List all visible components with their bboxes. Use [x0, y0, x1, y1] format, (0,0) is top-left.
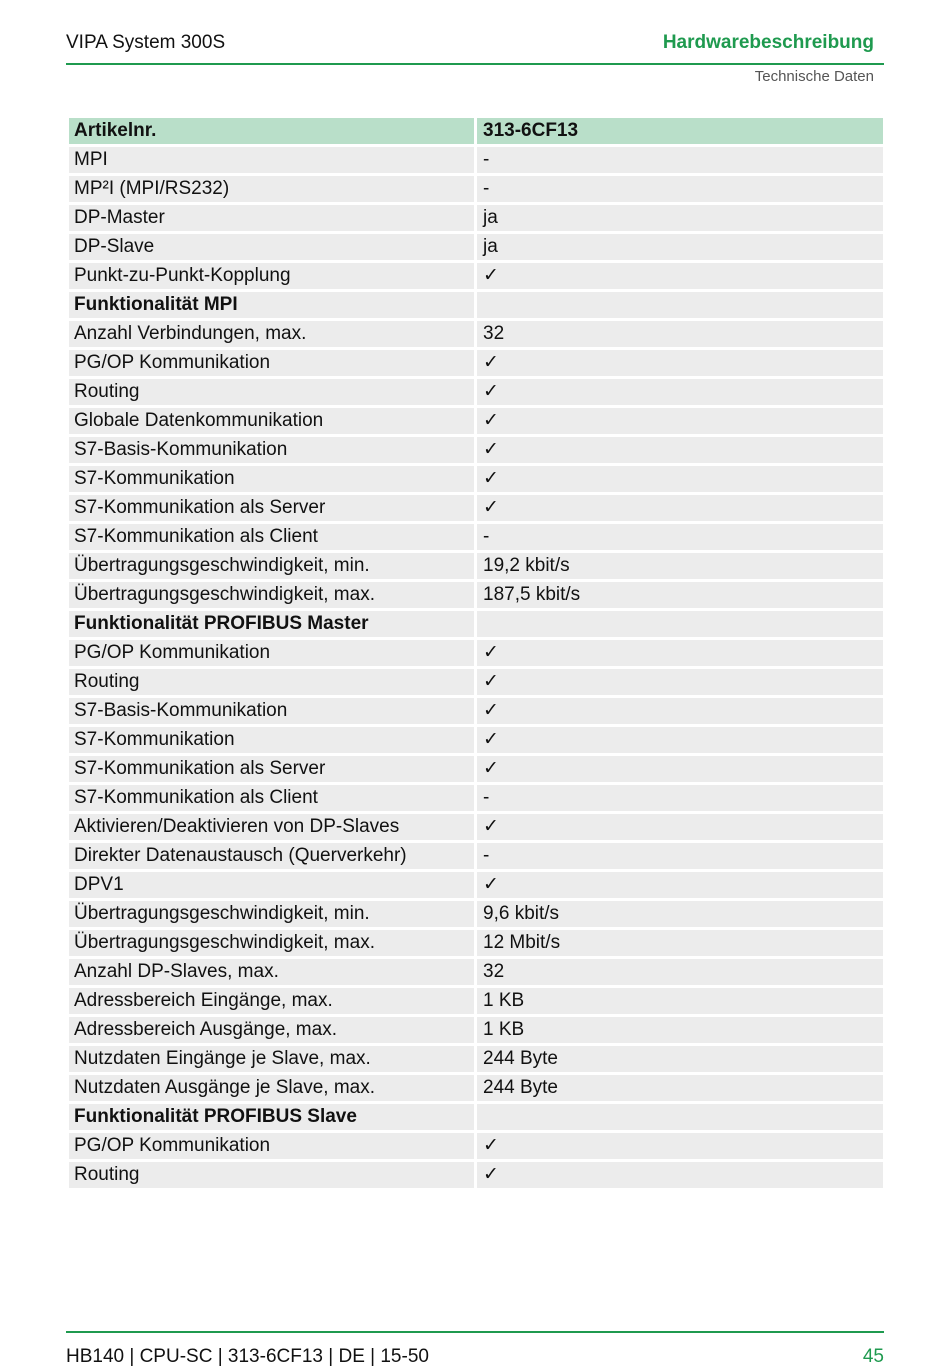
row-label: DP-Master [69, 205, 474, 231]
row-value: - [477, 147, 883, 173]
row-label: S7-Kommunikation als Server [69, 495, 474, 521]
table-row [69, 785, 883, 811]
checkmark-icon: ✓ [477, 814, 883, 840]
table-row [69, 147, 883, 173]
table-row [69, 437, 883, 463]
table-row [69, 1075, 883, 1101]
row-label: Routing [69, 669, 474, 695]
row-label: Anzahl DP-Slaves, max. [69, 959, 474, 985]
footer-divider [66, 1331, 884, 1333]
row-label: S7-Basis-Kommunikation [69, 698, 474, 724]
table-row [69, 582, 883, 608]
row-label: S7-Kommunikation [69, 727, 474, 753]
table-row [69, 901, 883, 927]
table-row [69, 872, 883, 898]
checkmark-icon: ✓ [477, 263, 883, 289]
row-label: S7-Kommunikation [69, 466, 474, 492]
table-row [69, 1133, 883, 1159]
checkmark-icon: ✓ [477, 1133, 883, 1159]
row-label: DP-Slave [69, 234, 474, 260]
row-value: 244 Byte [477, 1046, 883, 1072]
row-label: PG/OP Kommunikation [69, 350, 474, 376]
row-label: MP²I (MPI/RS232) [69, 176, 474, 202]
table-row [69, 640, 883, 666]
row-value [477, 292, 883, 318]
table-row [69, 930, 883, 956]
row-label: S7-Kommunikation als Server [69, 756, 474, 782]
row-value: ja [477, 234, 883, 260]
table-row [69, 959, 883, 985]
table-row [69, 321, 883, 347]
row-label: Übertragungsgeschwindigkeit, max. [69, 582, 474, 608]
row-label: Nutzdaten Ausgänge je Slave, max. [69, 1075, 474, 1101]
row-value: 32 [477, 321, 883, 347]
header-product-name: VIPA System 300S [66, 32, 226, 53]
row-label: DPV1 [69, 872, 474, 898]
row-value: ja [477, 205, 883, 231]
row-value: - [477, 843, 883, 869]
table-row [69, 205, 883, 231]
table-row [69, 495, 883, 521]
row-label: Übertragungsgeschwindigkeit, min. [69, 901, 474, 927]
row-value: 187,5 kbit/s [477, 582, 883, 608]
checkmark-icon: ✓ [477, 495, 883, 521]
checkmark-icon: ✓ [477, 669, 883, 695]
row-label: Globale Datenkommunikation [69, 408, 474, 434]
footer-document-info: HB140 | CPU-SC | 313-6CF13 | DE | 15-50 [66, 1346, 429, 1367]
row-label: MPI [69, 147, 474, 173]
row-label: Routing [69, 1162, 474, 1188]
row-value: 32 [477, 959, 883, 985]
table-row [69, 988, 883, 1014]
table-row [69, 698, 883, 724]
spec-table [66, 115, 886, 1191]
checkmark-icon: ✓ [477, 379, 883, 405]
table-row [69, 843, 883, 869]
table-row [69, 408, 883, 434]
row-label: Nutzdaten Eingänge je Slave, max. [69, 1046, 474, 1072]
header-section-title: Technische Daten [754, 68, 874, 85]
checkmark-icon: ✓ [477, 408, 883, 434]
row-value: 19,2 kbit/s [477, 553, 883, 579]
table-row [69, 1162, 883, 1188]
row-label: PG/OP Kommunikation [69, 640, 474, 666]
checkmark-icon: ✓ [477, 756, 883, 782]
checkmark-icon: ✓ [477, 1162, 883, 1188]
row-label: S7-Basis-Kommunikation [69, 437, 474, 463]
header-cell-label: Artikelnr. [69, 118, 474, 144]
row-value: 1 KB [477, 988, 883, 1014]
row-label: Adressbereich Eingänge, max. [69, 988, 474, 1014]
row-label: Aktivieren/Deaktivieren von DP-Slaves [69, 814, 474, 840]
table-row [69, 727, 883, 753]
row-label: Anzahl Verbindungen, max. [69, 321, 474, 347]
page-number: 45 [862, 1346, 884, 1367]
header-chapter-title: Hardwarebeschreibung [662, 32, 874, 53]
checkmark-icon: ✓ [477, 727, 883, 753]
table-row [69, 1017, 883, 1043]
row-label: Direkter Datenaustausch (Querverkehr) [69, 843, 474, 869]
row-value: 1 KB [477, 1017, 883, 1043]
row-value: - [477, 176, 883, 202]
row-label: Übertragungsgeschwindigkeit, min. [69, 553, 474, 579]
table-row [69, 176, 883, 202]
checkmark-icon: ✓ [477, 437, 883, 463]
table-row [69, 814, 883, 840]
table-row [69, 1046, 883, 1072]
row-label: S7-Kommunikation als Client [69, 785, 474, 811]
spec-table-header-row [69, 118, 883, 144]
section-heading: Funktionalität PROFIBUS Master [69, 611, 474, 637]
row-label: S7-Kommunikation als Client [69, 524, 474, 550]
spec-table-body [69, 118, 883, 1188]
table-row [69, 234, 883, 260]
checkmark-icon: ✓ [477, 350, 883, 376]
row-label: Adressbereich Ausgänge, max. [69, 1017, 474, 1043]
section-row [69, 611, 883, 637]
table-row [69, 756, 883, 782]
section-heading: Funktionalität PROFIBUS Slave [69, 1104, 474, 1130]
header-divider [66, 63, 884, 65]
checkmark-icon: ✓ [477, 872, 883, 898]
header-cell-value: 313-6CF13 [477, 118, 883, 144]
table-row [69, 466, 883, 492]
section-row [69, 1104, 883, 1130]
section-row [69, 292, 883, 318]
table-row [69, 263, 883, 289]
row-value [477, 611, 883, 637]
row-label: PG/OP Kommunikation [69, 1133, 474, 1159]
table-row [69, 524, 883, 550]
table-row [69, 553, 883, 579]
table-row [69, 350, 883, 376]
row-value [477, 1104, 883, 1130]
row-value: 12 Mbit/s [477, 930, 883, 956]
table-row [69, 379, 883, 405]
row-label: Routing [69, 379, 474, 405]
row-label: Übertragungsgeschwindigkeit, max. [69, 930, 474, 956]
row-label: Punkt-zu-Punkt-Kopplung [69, 263, 474, 289]
row-value: 244 Byte [477, 1075, 883, 1101]
checkmark-icon: ✓ [477, 466, 883, 492]
row-value: 9,6 kbit/s [477, 901, 883, 927]
row-value: - [477, 785, 883, 811]
checkmark-icon: ✓ [477, 640, 883, 666]
row-value: - [477, 524, 883, 550]
checkmark-icon: ✓ [477, 698, 883, 724]
table-row [69, 669, 883, 695]
section-heading: Funktionalität MPI [69, 292, 474, 318]
